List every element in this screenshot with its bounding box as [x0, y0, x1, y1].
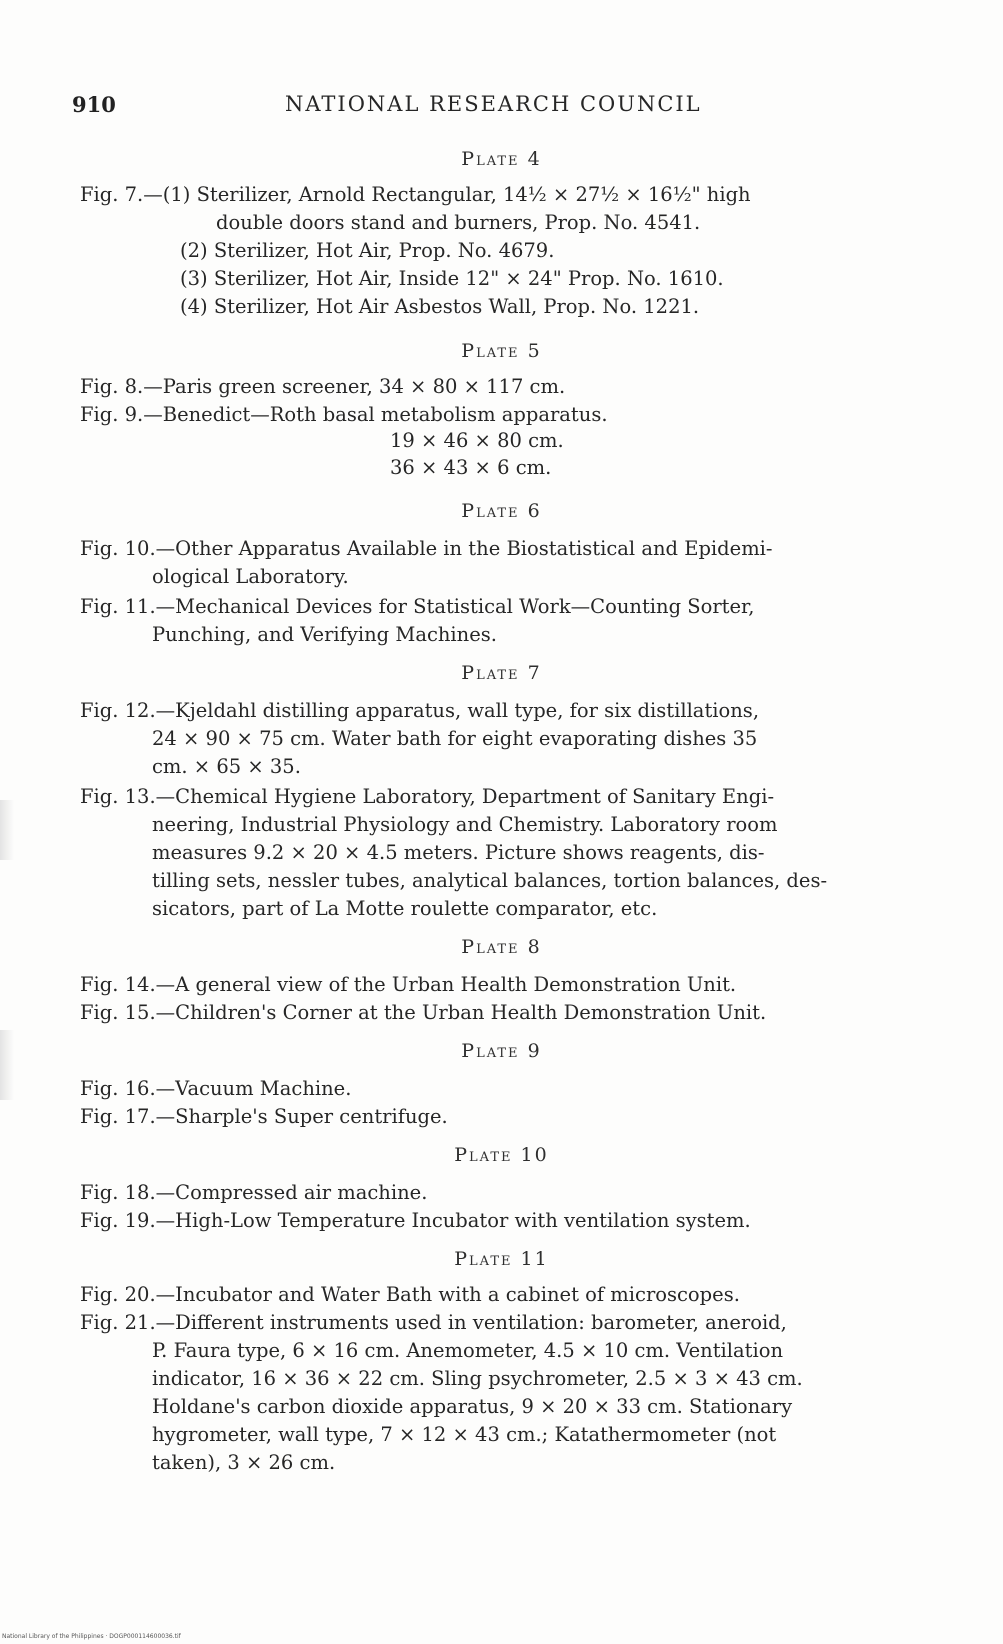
caption-line: hygrometer, wall type, 7 × 12 × 43 cm.; Katathermometer (not: [152, 1423, 777, 1446]
caption-line: Punching, and Verifying Machines.: [152, 623, 497, 646]
caption-line: Holdane's carbon dioxide apparatus, 9 × 20 × 33 cm. Stationary: [152, 1395, 793, 1418]
caption-line: Fig. 11.—Mechanical Devices for Statistical Work—Counting Sorter,: [80, 595, 755, 618]
caption-line: Fig. 7.—(1) Sterilizer, Arnold Rectangular, 14½ × 27½ × 16½" high: [80, 183, 751, 206]
caption-line: Fig. 8.—Paris green screener, 34 × 80 × 117 cm.: [80, 375, 566, 398]
caption-line: Fig. 10.—Other Apparatus Available in the Biostatistical and Epidemi-: [80, 537, 773, 560]
caption-line: Fig. 16.—Vacuum Machine.: [80, 1077, 352, 1100]
caption-line: measures 9.2 × 20 × 4.5 meters. Picture shows reagents, dis-: [152, 841, 765, 864]
caption-line: indicator, 16 × 36 × 22 cm. Sling psychrometer, 2.5 × 3 × 43 cm.: [152, 1367, 803, 1390]
caption-line: Fig. 12.—Kjeldahl distilling apparatus, wall type, for six distillations,: [80, 699, 760, 722]
caption-line: (2) Sterilizer, Hot Air, Prop. No. 4679.: [180, 239, 555, 262]
caption-line: Fig. 21.—Different instruments used in ventilation: barometer, aneroid,: [80, 1311, 787, 1334]
caption-line: (3) Sterilizer, Hot Air, Inside 12" × 24" Prop. No. 1610.: [180, 267, 724, 290]
caption-line: taken), 3 × 26 cm.: [152, 1451, 336, 1474]
scan-edge-mark: [0, 800, 14, 860]
caption-line: Fig. 19.—High-Low Temperature Incubator with ventilation system.: [80, 1209, 751, 1232]
caption-line: 19 × 46 × 80 cm.: [390, 429, 564, 452]
caption-line: neering, Industrial Physiology and Chemistry. Laboratory room: [152, 813, 778, 836]
caption-line: ological Laboratory.: [152, 565, 349, 588]
caption-line: Fig. 13.—Chemical Hygiene Laboratory, Department of Sanitary Engi-: [80, 785, 775, 808]
caption-line: cm. × 65 × 35.: [152, 755, 301, 778]
caption-line: Fig. 14.—A general view of the Urban Health Demonstration Unit.: [80, 973, 737, 996]
caption-line: 24 × 90 × 75 cm. Water bath for eight evaporating dishes 35: [152, 727, 758, 750]
plate-heading: Plate 11: [454, 1248, 549, 1270]
plate-heading: Plate 6: [461, 500, 542, 522]
caption-line: double doors stand and burners, Prop. No. 4541.: [216, 211, 701, 234]
plate-heading: Plate 7: [461, 662, 542, 684]
plate-heading: Plate 4: [461, 148, 542, 170]
caption-line: 36 × 43 × 6 cm.: [390, 456, 552, 479]
caption-line: Fig. 17.—Sharple's Super centrifuge.: [80, 1105, 448, 1128]
scan-footer: National Library of the Philippines · DOGP000114600036.tif: [2, 1633, 181, 1640]
caption-line: (4) Sterilizer, Hot Air Asbestos Wall, Prop. No. 1221.: [180, 295, 700, 318]
caption-line: Fig. 9.—Benedict—Roth basal metabolism apparatus.: [80, 403, 608, 426]
caption-line: tilling sets, nessler tubes, analytical balances, tortion balances, des-: [152, 869, 828, 892]
caption-line: Fig. 20.—Incubator and Water Bath with a cabinet of microscopes.: [80, 1283, 740, 1306]
plate-heading: Plate 8: [461, 936, 542, 958]
running-head: NATIONAL RESEARCH COUNCIL: [285, 92, 702, 116]
caption-line: Fig. 18.—Compressed air machine.: [80, 1181, 428, 1204]
page-number: 910: [72, 92, 116, 117]
plate-heading: Plate 9: [461, 1040, 542, 1062]
page-header: [0, 92, 1003, 126]
plate-heading: Plate 5: [461, 340, 542, 362]
caption-line: Fig. 15.—Children's Corner at the Urban Health Demonstration Unit.: [80, 1001, 767, 1024]
caption-line: sicators, part of La Motte roulette comparator, etc.: [152, 897, 658, 920]
plate-heading: Plate 10: [454, 1144, 549, 1166]
caption-line: P. Faura type, 6 × 16 cm. Anemometer, 4.5 × 10 cm. Ventilation: [152, 1339, 783, 1362]
